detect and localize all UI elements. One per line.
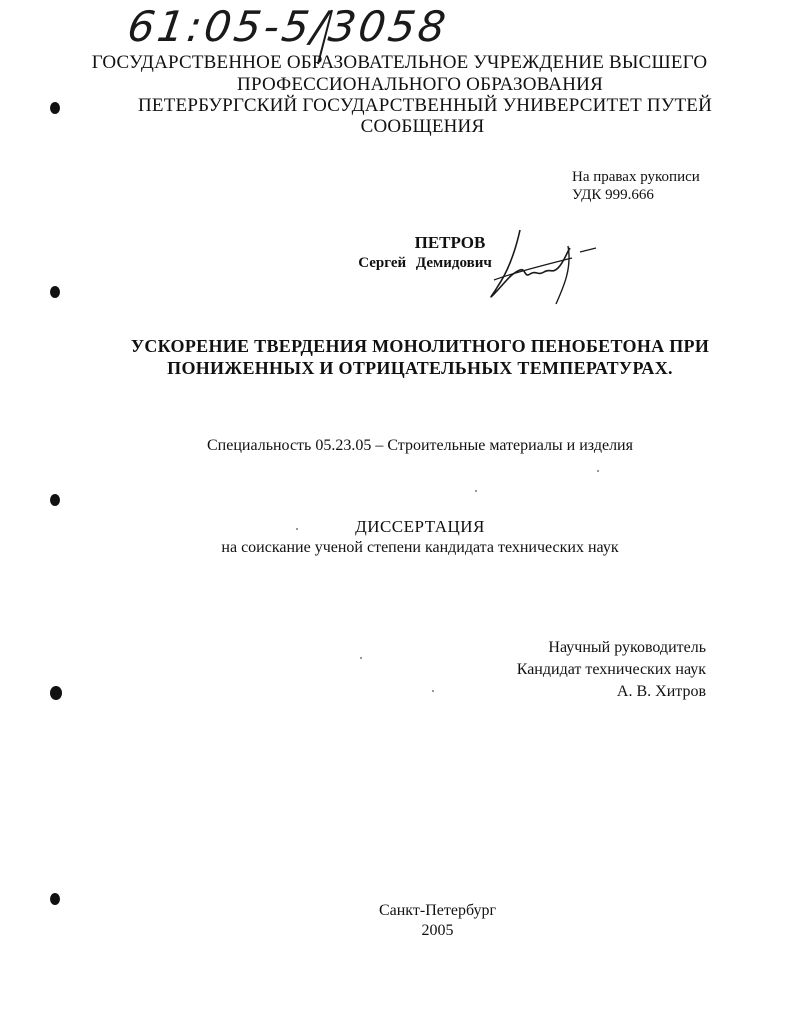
author-first-names: Сергей Демидович xyxy=(358,255,492,271)
binding-hole-mark xyxy=(50,893,60,905)
scan-speck xyxy=(296,528,298,530)
dissertation-heading: ДИССЕРТАЦИЯ xyxy=(355,517,485,536)
supervisor-degree: Кандидат технических наук xyxy=(516,661,706,678)
thesis-title-line-1: УСКОРЕНИЕ ТВЕРДЕНИЯ МОНОЛИТНОГО ПЕНОБЕТОНА ПРИ xyxy=(130,336,710,356)
binding-hole-mark xyxy=(50,286,60,298)
institution-line-1: ГОСУДАРСТВЕННОЕ ОБРАЗОВАТЕЛЬНОЕ УЧРЕЖДЕНИЕ ВЫСШЕГО xyxy=(91,52,708,73)
supervisor-name: А. В. Хитров xyxy=(616,683,706,700)
city: Санкт-Петербург xyxy=(378,902,497,919)
scan-speck xyxy=(597,470,599,472)
year: 2005 xyxy=(421,922,454,939)
author-signature xyxy=(480,228,600,308)
binding-hole-mark xyxy=(50,494,60,506)
manuscript-rights-label: На правах рукописи xyxy=(572,169,700,185)
manuscript-rights xyxy=(572,168,700,204)
degree-sought: на соискание ученой степени кандидата технических наук xyxy=(221,539,619,556)
institution-line-4: СООБЩЕНИЯ xyxy=(360,116,485,137)
binding-hole-mark xyxy=(50,102,60,114)
udc-code: УДК 999.666 xyxy=(572,187,654,203)
scan-speck xyxy=(360,657,362,659)
institution-line-3: ПЕТЕРБУРГСКИЙ ГОСУДАРСТВЕННЫЙ УНИВЕРСИТЕТ ПУТЕЙ xyxy=(137,95,713,116)
thesis-title-line-2: ПОНИЖЕННЫХ И ОТРИЦАТЕЛЬНЫХ ТЕМПЕРАТУРАХ. xyxy=(167,358,673,378)
author-last-name: ПЕТРОВ xyxy=(414,233,486,252)
supervisor-role: Научный руководитель xyxy=(548,639,706,656)
institution-line-2: ПРОФЕССИОНАЛЬНОГО ОБРАЗОВАНИЯ xyxy=(237,74,603,95)
specialty: Специальность 05.23.05 – Строительные материалы и изделия xyxy=(207,437,633,454)
scan-speck xyxy=(475,490,477,492)
archive-stamp-number: 61:05-5/3058 xyxy=(124,2,452,51)
binding-hole-mark xyxy=(50,686,62,700)
scan-speck xyxy=(432,690,434,692)
